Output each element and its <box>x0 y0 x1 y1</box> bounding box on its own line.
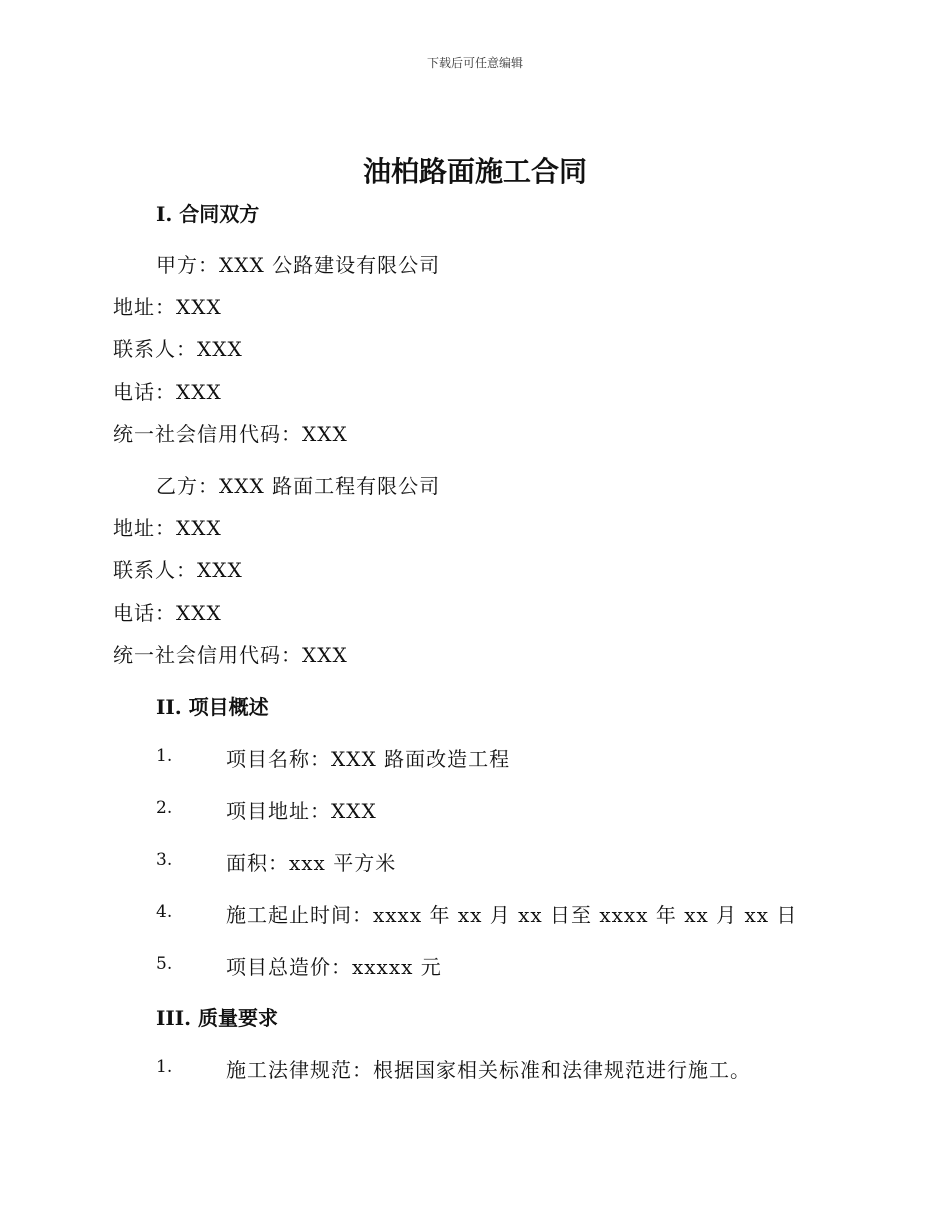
list-item-text: 项目地址：XXX <box>226 799 377 823</box>
list-item-number: 5. <box>156 954 173 974</box>
list-item-text: 面积：xxx 平方米 <box>226 851 397 875</box>
section-heading-parties: I. 合同双方 <box>156 202 260 226</box>
section-heading-quality: III. 质量要求 <box>156 1006 278 1030</box>
section-heading-overview: II. 项目概述 <box>156 695 269 719</box>
list-item-number: 1. <box>156 746 173 766</box>
list-item-number: 3. <box>156 850 173 870</box>
party-a-credit-code: 统一社会信用代码：XXX <box>113 422 348 446</box>
document-title: 油柏路面施工合同 <box>362 155 587 188</box>
party-a-phone: 电话：XXX <box>113 380 222 404</box>
party-b-address: 地址：XXX <box>113 516 222 540</box>
header-note: 下载后可任意编辑 <box>426 56 523 70</box>
list-item-text: 项目总造价：xxxxx 元 <box>226 955 442 979</box>
list-item-text: 施工法律规范：根据国家相关标准和法律规范进行施工。 <box>226 1058 751 1082</box>
party-a-contact: 联系人：XXX <box>113 337 243 361</box>
party-a-address: 地址：XXX <box>113 295 222 319</box>
list-item-number: 4. <box>156 902 173 922</box>
party-b-credit-code: 统一社会信用代码：XXX <box>113 643 348 667</box>
party-b-name: 乙方：XXX 路面工程有限公司 <box>156 474 441 498</box>
list-item-text: 施工起止时间：xxxx 年 xx 月 xx 日至 xxxx 年 xx 月 xx 日 <box>226 903 798 927</box>
list-item-text: 项目名称：XXX 路面改造工程 <box>226 747 511 771</box>
party-b-phone: 电话：XXX <box>113 601 222 625</box>
list-item-number: 2. <box>156 798 173 818</box>
party-a-name: 甲方：XXX 公路建设有限公司 <box>156 253 441 277</box>
list-item-number: 1. <box>156 1057 173 1077</box>
party-b-contact: 联系人：XXX <box>113 558 243 582</box>
